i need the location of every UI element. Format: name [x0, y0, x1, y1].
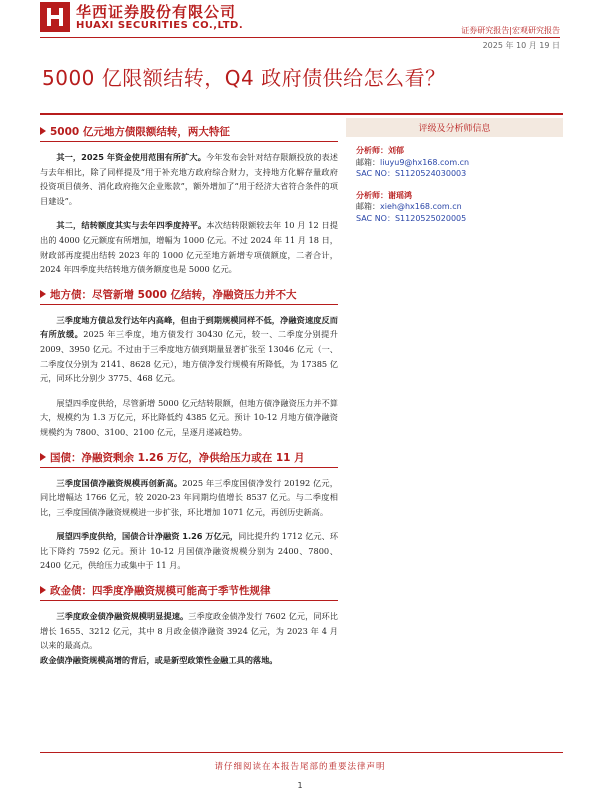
- paragraph: [40, 218, 338, 276]
- header-divider: [40, 37, 560, 38]
- company-name-cn: 华西证券股份有限公司: [76, 3, 237, 21]
- paragraph: [40, 476, 338, 520]
- analyst-email-link[interactable]: xieh@hx168.com.cn: [380, 202, 462, 211]
- paragraph-text: 三季度政金债净发行 7602 亿元，同环比增长 1655、3212 亿元，其中 8 月政金债净融资 3924 亿元，为 2023 年 4 月以来的最高点。: [40, 611, 338, 651]
- section-heading: 地方债：尽管新增 5000 亿结转，净融资压力并不大: [40, 287, 338, 305]
- footer-divider: [40, 752, 563, 753]
- paragraph-lead: 政金债净融资规模高增的背后，或是新型政策性金融工具的落地。: [40, 654, 278, 665]
- paragraph-lead: 三季度国债净融资规模再创新高。: [56, 477, 183, 488]
- company-name-en: HUAXI SECURITIES CO.,LTD.: [76, 20, 244, 31]
- analyst-name: 分析师：谢瑶鸿: [356, 190, 412, 200]
- paragraph: [40, 396, 338, 440]
- paragraph-text: 本次结转限额较去年 10 月 12 日提出的 4000 亿元额度有所增加，增幅为 1000 亿元。不过 2024 年 11 月 18 日，财政部再度提出结转 2023 年的 1000 亿元至地方新增专项债额度，二者合计，2024 年四季度共结转地方债务额度也是 5000 亿元。: [40, 220, 338, 275]
- analyst-sidebar: [346, 118, 563, 224]
- sidebar-heading: 评级及分析师信息: [346, 118, 563, 137]
- report-date: 2025 年 10 月 19 日: [482, 41, 560, 50]
- paragraph-text: 同比提升约 1712 亿元、环比下降约 7592 亿元。预计 10-12 月国债净融资规模分别为 2400、7800、2400 亿元，供给压力或集中于 11 月。: [40, 531, 339, 571]
- paragraph-lead: 其一，2025 年资金使用范围有所扩大。: [56, 152, 206, 162]
- paragraph-lead: 其二，结转额度其实与去年四季度持平。: [56, 220, 207, 231]
- paragraph-lead: 三季度政金债净融资规模明显提速。: [56, 611, 189, 622]
- paragraph-text: 2025 年三季度，地方债发行 30430 亿元，较一、二季度分别提升 2009、3950 亿元。不过由于三季度地方债到期量显著扩张至 13046 亿元（一、二季度仅分别为 2141、8628 亿元），地方债净发行规模有所降低，为 17385 亿元，同环比分别少 3775、468 亿元。: [40, 329, 338, 384]
- section-heading: 政金债：四季度净融资规模可能高于季节性规律: [40, 583, 338, 601]
- section-heading: 5000 亿元地方债限额结转，两大特征: [40, 124, 338, 142]
- analyst-sac-number: SAC NO：S1120525020005: [356, 213, 467, 223]
- paragraph-text: 今年发布会针对结存限额投放的表述与去年相比，除了同样提及“用于补充地方政府综合财力，支持地方化解存量政府投资项目债务、消化政府拖欠企业账款”，额外增加了“用于经济大省符合条件的项目建设”。: [40, 152, 338, 206]
- page-number: 1: [297, 781, 303, 790]
- paragraph-text: 展望四季度供给，尽管新增 5000 亿元结转限额，但地方债净融资压力并不算大，规模约为 1.3 万亿元，环比降低约 4385 亿元。预计 10-12 月地方债净融资规模约为 7800、3100、2100 亿元，呈逐月递减趋势。: [40, 397, 338, 437]
- analyst-sac-number: SAC NO：S1120524030003: [356, 169, 467, 178]
- paragraph: [40, 653, 338, 668]
- report-title: 5000 亿限额结转，Q4 政府债供给怎么看？: [42, 66, 446, 90]
- page-header: [40, 0, 560, 52]
- mail-label: 邮箱：: [356, 202, 380, 211]
- paragraph-text: 2025 年三季度国债净发行 20192 亿元，同比增幅达 1766 亿元，较 2020-23 年同期均值增长 8537 亿元。与二季度相比，三季度国债净融资规模进一步扩张，环比增加 1071 亿元，再创历史新高。: [40, 477, 338, 517]
- mail-label: 邮箱：: [356, 157, 380, 167]
- analyst-card: [356, 145, 563, 224]
- paragraph: [40, 609, 338, 653]
- paragraph: [40, 529, 338, 573]
- title-divider: [40, 113, 563, 115]
- legal-notice: 请仔细阅读在本报告尾部的重要法律声明: [214, 762, 386, 772]
- paragraph-lead: 展望四季度供给，国债合计净融资 1.26 万亿元，: [56, 531, 239, 542]
- paragraph: [40, 313, 338, 386]
- analyst-email-link[interactable]: liuyu9@hx168.com.cn: [380, 157, 470, 167]
- analyst-name: 分析师：刘郁: [356, 146, 404, 155]
- report-type: 证券研究报告|宏观研究报告: [461, 26, 560, 35]
- paragraph-lead: 三季度地方债总发行达年内高峰，但由于到期规模同样不低，净融资速度反而有所放缓。: [40, 314, 338, 340]
- company-logo-icon: [40, 2, 70, 32]
- paragraph: [40, 150, 338, 208]
- section-heading: 国债：净融资剩余 1.26 万亿，净供给压力或在 11 月: [40, 450, 338, 468]
- main-body: [40, 118, 338, 677]
